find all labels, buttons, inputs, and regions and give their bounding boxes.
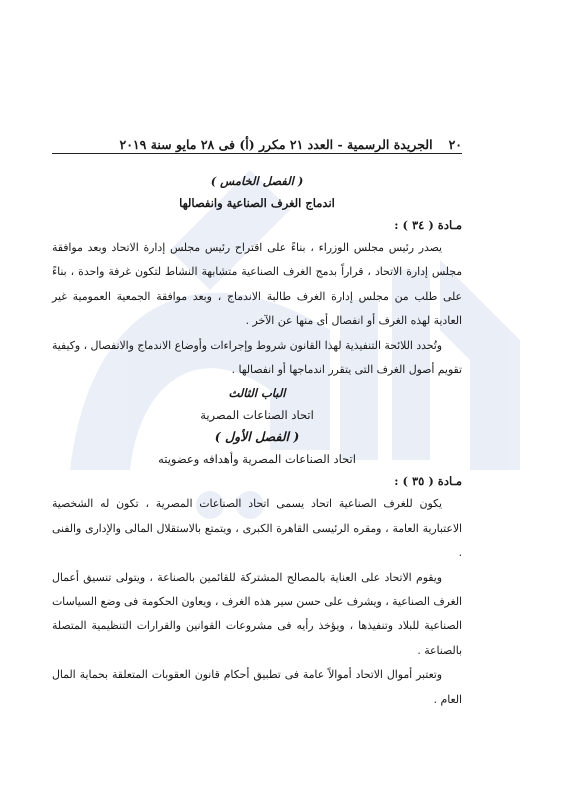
part-subtitle: اتحاد الصناعات المصرية bbox=[200, 408, 314, 423]
page-header bbox=[52, 128, 462, 152]
article-paragraph: يكون للغرف الصناعية اتحاد يسمى اتحاد الصناعات المصرية ، تكون له الشخصية الاعتبارية العامة ، ومقره الرئيسى القاهرة الكبرى ، ويتمتع بالاستقلال المالى والإدارى والفنى . bbox=[52, 497, 462, 560]
page-number: ٢٠ bbox=[448, 137, 462, 152]
article-label: مـادة ( ٣٥ ) : bbox=[394, 474, 462, 489]
document-page bbox=[52, 128, 462, 706]
document-body bbox=[52, 170, 462, 712]
article-label: مـادة ( ٣٤ ) : bbox=[394, 218, 462, 232]
part-title: الباب الثالث bbox=[228, 386, 286, 401]
article-paragraph: وتعتبر أموال الاتحاد أموالاً عامة فى تطبيق أحكام قانون العقوبات المتعلقة بحماية المال العام . bbox=[52, 668, 462, 706]
chapter-title: ( الفصل الخامس ) bbox=[210, 174, 304, 188]
chapter-title: ( الفصل الأول ) bbox=[214, 429, 300, 445]
gazette-title: الجريدة الرسمية - العدد ٢١ مكرر (أ) فى ٢٨ مايو سنة ٢٠١٩ bbox=[119, 137, 433, 152]
article-paragraph: وتُحدد اللائحة التنفيذية لهذا القانون شروط وإجراءات وأوضاع الاندماج والانفصال ، وكيفية تقويم أصول الغرف التى يتقرر اندماجها أو انفصالها . bbox=[52, 338, 462, 377]
header-rule bbox=[52, 153, 462, 154]
article-paragraph: يصدر رئيس مجلس الوزراء ، بناءً على اقتراح رئيس مجلس إدارة الاتحاد وبعد موافقة مجلس إدارة الاتحاد ، قراراً بدمج الغرف الصناعية متشابهة النشاط لتكون غرفة واحدة ، بناءً على طلب من مجلس إدارة الغرف طالبة الاندماج ، وبعد موافقة الجمعية العمومية غير العادية لهذه الغرف أو انفصال أى منها عن الآخر . bbox=[52, 241, 462, 328]
chapter-heading: اتحاد الصناعات المصرية وأهدافه وعضويته bbox=[158, 452, 356, 467]
article-paragraph: ويقوم الاتحاد على العناية بالمصالح المشتركة للقائمين بالصناعة ، ويتولى تنسيق أعمال الغرف الصناعية ، ويشرف على حسن سير هذه الغرف ، ويعاون الحكومة فى وضع السياسات الصناعية للبلاد وتنفيذها ، ويؤخذ رأيه فى مشروعات القوانين والقرارات التنظيمية المتصلة بالصناعة . bbox=[52, 570, 462, 657]
chapter-heading: اندماج الغرف الصناعية وانفصالها bbox=[179, 196, 335, 210]
